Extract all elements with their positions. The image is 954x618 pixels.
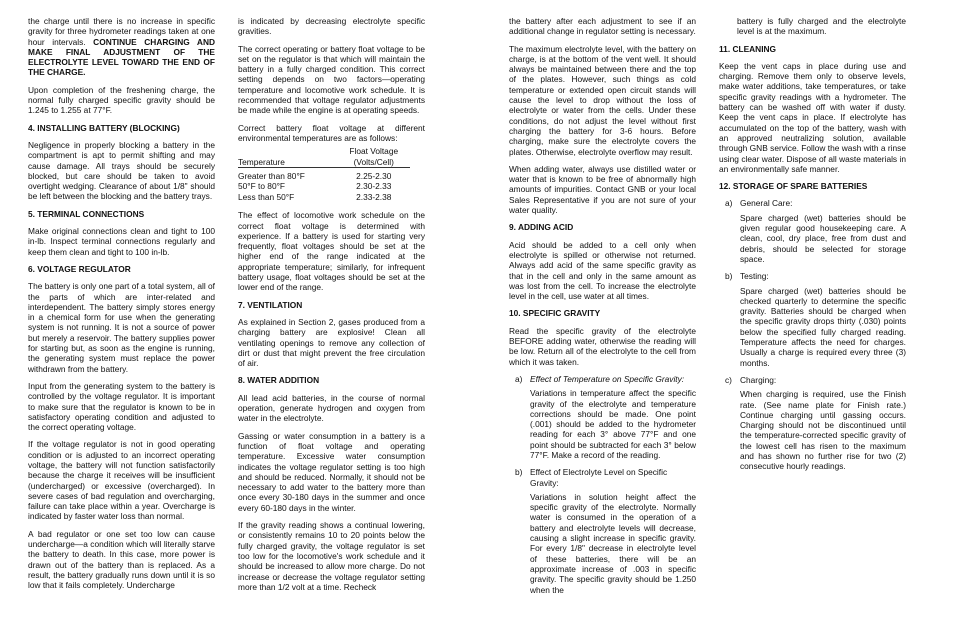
subsection-key: c) bbox=[725, 374, 732, 385]
paragraph-terminal-connections: Make original connections clean and tight to 100 in-lb. Inspect terminal connections regularly and keep them clean and tight to 100 in-lb. bbox=[28, 226, 215, 257]
subsection-temperature-effect bbox=[515, 374, 696, 384]
subsection-key: a) bbox=[725, 198, 733, 209]
table-cell-voltage: 2.33-2.38 bbox=[356, 191, 392, 202]
subsection-key: b) bbox=[725, 271, 733, 282]
paragraph-distilled-water: When adding water, always use distilled water or water that is known to be free of abnormally high amounts of impurities. Contact GNB or your local Sales Representative if you are not sure of your water quality. bbox=[509, 163, 696, 216]
column-1 bbox=[28, 16, 215, 598]
section-heading-installing-battery: 4. INSTALLING BATTERY (BLOCKING) bbox=[28, 122, 180, 133]
section-heading-ventilation: 7. VENTILATION bbox=[238, 299, 303, 310]
table-row bbox=[238, 181, 410, 191]
section-heading-cleaning: 11. CLEANING bbox=[719, 43, 777, 54]
paragraph-gassing: Gassing or water consumption in a battery is a function of float voltage and operating temperature. Excessive water consumption indicates the voltage regulator setting is too high and should be reduced. Normally, it should not be necessary to add water to the battery more than once every 30-180 days in the summer and once every 60-180 days in the winter. bbox=[238, 430, 425, 513]
float-voltage-table bbox=[238, 146, 410, 202]
subsection-label: Charging: bbox=[740, 374, 777, 385]
paragraph-regulator-input: Input from the generating system to the battery is controlled by the voltage regulator. It is important to make sure that the regulator is known to be in satisfactory operating condition and adjusted to the correct operating voltage. bbox=[28, 380, 215, 433]
subsection-testing bbox=[725, 271, 906, 281]
paragraph-text: the charge until there is no increase in specific gravity for three hydrometer readings taken at one hour intervals. bbox=[28, 16, 215, 47]
paragraph-battery-system: The battery is only one part of a total system, all of the parts of which are inter-related and interdependent. The battery simply stores energy in a chemical form for use when the generating system is not running. It is not a source of power but merely a reservoir. The battery supplies power for starting but, as soon as the engine is running, the generating system must replace the power withdrawn from the battery. bbox=[28, 281, 215, 374]
paragraph-regulator-condition: If the voltage regulator is not in good operating condition or is adjusted to an incorrect operating voltage, the battery will not function satisfactorily because the charge it receives will be insufficient (undercharged) or excessive (overcharged). In severe cases of bad regulation and overcharging, failure can take place within a year. Overcharge is indicated by faster water loss than normal. bbox=[28, 439, 215, 522]
section-heading-storage: 12. STORAGE OF SPARE BATTERIES bbox=[719, 181, 868, 192]
paragraph-general-care: Spare charged (wet) batteries should be given regular good housekeeping care. A clean, cool, dry place, free from dust and debris, should be selected for storage space. bbox=[740, 212, 906, 264]
subsection-label: Effect of Temperature on Specific Gravity: bbox=[530, 373, 685, 384]
table-cell-voltage: 2.25-2.30 bbox=[356, 171, 392, 182]
column-3 bbox=[509, 16, 696, 602]
paragraph-undercharge: A bad regulator or one set too low can cause undercharge—a condition which will literally starve the battery to death. In this case, more power is drawn out of the battery than is replaced. As a result, the battery gradually runs down until it is so low that it fails completely. Undercharge bbox=[28, 528, 215, 591]
subsection-level-effect bbox=[515, 467, 696, 488]
paragraph-work-schedule: The effect of locomotive work schedule on the correct float voltage is determined with experience. If a battery is used for starting very frequently, float voltages should be set at the higher end of the range indicated at the appropriate temperature; similarly, for infrequent battery usage, float voltages should be set at the lower end of the range. bbox=[238, 210, 425, 293]
subsection-label: General Care: bbox=[740, 198, 793, 209]
paragraph-undercharge-indication: is indicated by decreasing electrolyte specific gravities. bbox=[238, 16, 425, 37]
paragraph-charge-continuation bbox=[28, 16, 215, 78]
paragraph-lead-acid: All lead acid batteries, in the course of normal operation, generate hydrogen and oxygen from water in the electrolyte. bbox=[238, 392, 425, 424]
table-header-float-voltage: Float Voltage bbox=[349, 146, 399, 157]
subsection-label: Effect of Electrolyte Level on Specific Gravity: bbox=[530, 467, 668, 488]
paragraph-gravity-reading: If the gravity reading shows a continual lowering, or consistently remains 10 to 20 points below the fully charged gravity, the voltage regulator is set too low for the locomotive's work schedule and it should be increased to allow more charge. Do not increase or decrease the voltage regulator setting more than 1/2 volt at a time. Recheck bbox=[238, 520, 425, 592]
paragraph-fully-charged: battery is fully charged and the electrolyte level is at the maximum. bbox=[737, 16, 906, 37]
table-header-temperature: Temperature bbox=[238, 157, 338, 168]
paragraph-temperature-effect: Variations in temperature affect the specific gravity of the electrolyte and temperature corrections should be made. One point (.001) should be added to the hydrometer reading for each 3° above 77°F and one point should be subtracted for each 3° below 77°F. Make a record of the reading. bbox=[530, 388, 696, 460]
subsection-label: Testing: bbox=[740, 271, 769, 282]
table-header-row bbox=[238, 157, 410, 168]
section-heading-specific-gravity: 10. SPECIFIC GRAVITY bbox=[509, 308, 601, 319]
paragraph-charging: When charging is required, use the Finish rate. (See name plate for Finish rate.) Continue charging until gassing occurs. Charging should not be discontinued until the temperature-corrected specific gravity of the lowest cell has risen to the maximum and has shown no further rise for two (2) consecutive hourly readings. bbox=[740, 389, 906, 472]
table-header-row bbox=[238, 146, 410, 156]
paragraph-electrolyte-level: The maximum electrolyte level, with the battery on charge, is at the bottom of the vent well. It should always be maintained between there and the top of the plates. However, such things as cold temperature or extended open circuit stands will cause the level to drop without the loss of electrolyte or water from the cells. Under these conditions, do not adjust the level without first charging the battery for 3-6 hours. Before charging, make sure the electrolyte covers the plates. Otherwise, electrolyte overflow may result. bbox=[509, 43, 696, 157]
table-cell-voltage: 2.30-2.33 bbox=[356, 181, 392, 192]
column-2 bbox=[238, 16, 425, 599]
table-row bbox=[238, 168, 410, 182]
paragraph-recheck: the battery after each adjustment to see if an additional change in regulator setting is necessary. bbox=[509, 16, 696, 37]
paragraph-read-gravity: Read the specific gravity of the electrolyte BEFORE adding water, otherwise the reading will be low. Return all of the electrolyte to the cell from which it was taken. bbox=[509, 325, 696, 367]
paragraph-adding-acid: Acid should be added to a cell only when electrolyte is spilled or otherwise not returned. Always add acid of the same specific gravity as that in the cell and only in the same amount as was lost from the cell. To increase the electrolyte level in the cell, use water at all times. bbox=[509, 239, 696, 302]
subsection-key: b) bbox=[515, 467, 523, 478]
table-cell-temperature: Less than 50°F bbox=[238, 191, 295, 202]
paragraph-float-voltage-intro: Correct battery float voltage at different environmental temperatures are as follows: bbox=[238, 122, 425, 143]
section-heading-voltage-regulator: 6. VOLTAGE REGULATOR bbox=[28, 263, 131, 274]
subsection-key: a) bbox=[515, 373, 523, 384]
table-row bbox=[238, 192, 410, 202]
paragraph-blocking: Negligence in properly blocking a battery in the compartment is apt to permit shifting and may cause damage. All trays should be securely blocked, but care should be taken to avoid overtight wedging. Clearance of about 1/8" should be left between the blocking and the battery trays. bbox=[28, 139, 215, 202]
section-heading-terminal-connections: 5. TERMINAL CONNECTIONS bbox=[28, 208, 145, 219]
paragraph-ventilation: As explained in Section 2, gases produced from a charging battery are explosive! Clean all ventilating openings to remove any collection of dirt or dust that might prevent the free circulation of air. bbox=[238, 316, 425, 369]
paragraph-float-voltage: The correct operating or battery float voltage to be set on the regulator is that which will maintain the battery in a fully charged condition. This correct setting depends on two factors—operating temperature and locomotive work schedule. It is recommended that voltage regulator adjustments be made while the engine is at operating speeds. bbox=[238, 43, 425, 116]
table-cell-temperature: Greater than 80°F bbox=[238, 171, 305, 182]
paragraph-cleaning: Keep the vent caps in place during use and charging. Remove them only to observe levels, make water additions, take temperatures, or take specific gravity readings with a hydrometer. The battery can be washed off with water if dusty. Keep the vent caps in place. If electrolyte has accumulated on the top of the battery, wash with an approved neutralizing solution, available through GNB service. Follow the wash with a rinse using clear water. Dispose of all waste materials in an environmentally safe manner. bbox=[719, 60, 906, 174]
column-4 bbox=[719, 16, 906, 479]
section-heading-adding-acid: 9. ADDING ACID bbox=[509, 222, 574, 233]
table-header-volts-per-cell: (Volts/Cell) bbox=[338, 157, 410, 168]
subsection-charging bbox=[725, 375, 906, 385]
paragraph-testing: Spare charged (wet) batteries should be checked quarterly to determine the specific gravity. Batteries should be charged when the specific gravity drops thirty (.030) points below the specified fully charged reading. Temperature affects the need for charges. Usually a charge is required every three (3) months. bbox=[740, 285, 906, 368]
paragraph-level-effect: Variations in solution height affect the specific gravity of the electrolyte. Normally water is consumed in the operation of a battery and electrolyte levels will decrease, causing a slight increase in specific gravity. For every 1/8" decrease in electrolyte level of these batteries, there will be an approximate increase of .003 in specific gravity. The specific gravity should be 1.250 when the bbox=[530, 491, 696, 595]
subsection-general-care bbox=[725, 198, 906, 208]
charging-instruction-bold: CONTINUE CHARGING AND MAKE FINAL ADJUSTMENT OF THE ELECTROLYTE LEVEL TOWARD THE END OF THE CHARGE. bbox=[28, 36, 216, 78]
paragraph-freshening-charge: Upon completion of the freshening charge, the normal fully charged specific gravity should be 1.245 to 1.255 at 77°F. bbox=[28, 84, 215, 116]
table-cell-temperature: 50°F to 80°F bbox=[238, 181, 286, 192]
section-heading-water-addition: 8. WATER ADDITION bbox=[238, 375, 320, 386]
